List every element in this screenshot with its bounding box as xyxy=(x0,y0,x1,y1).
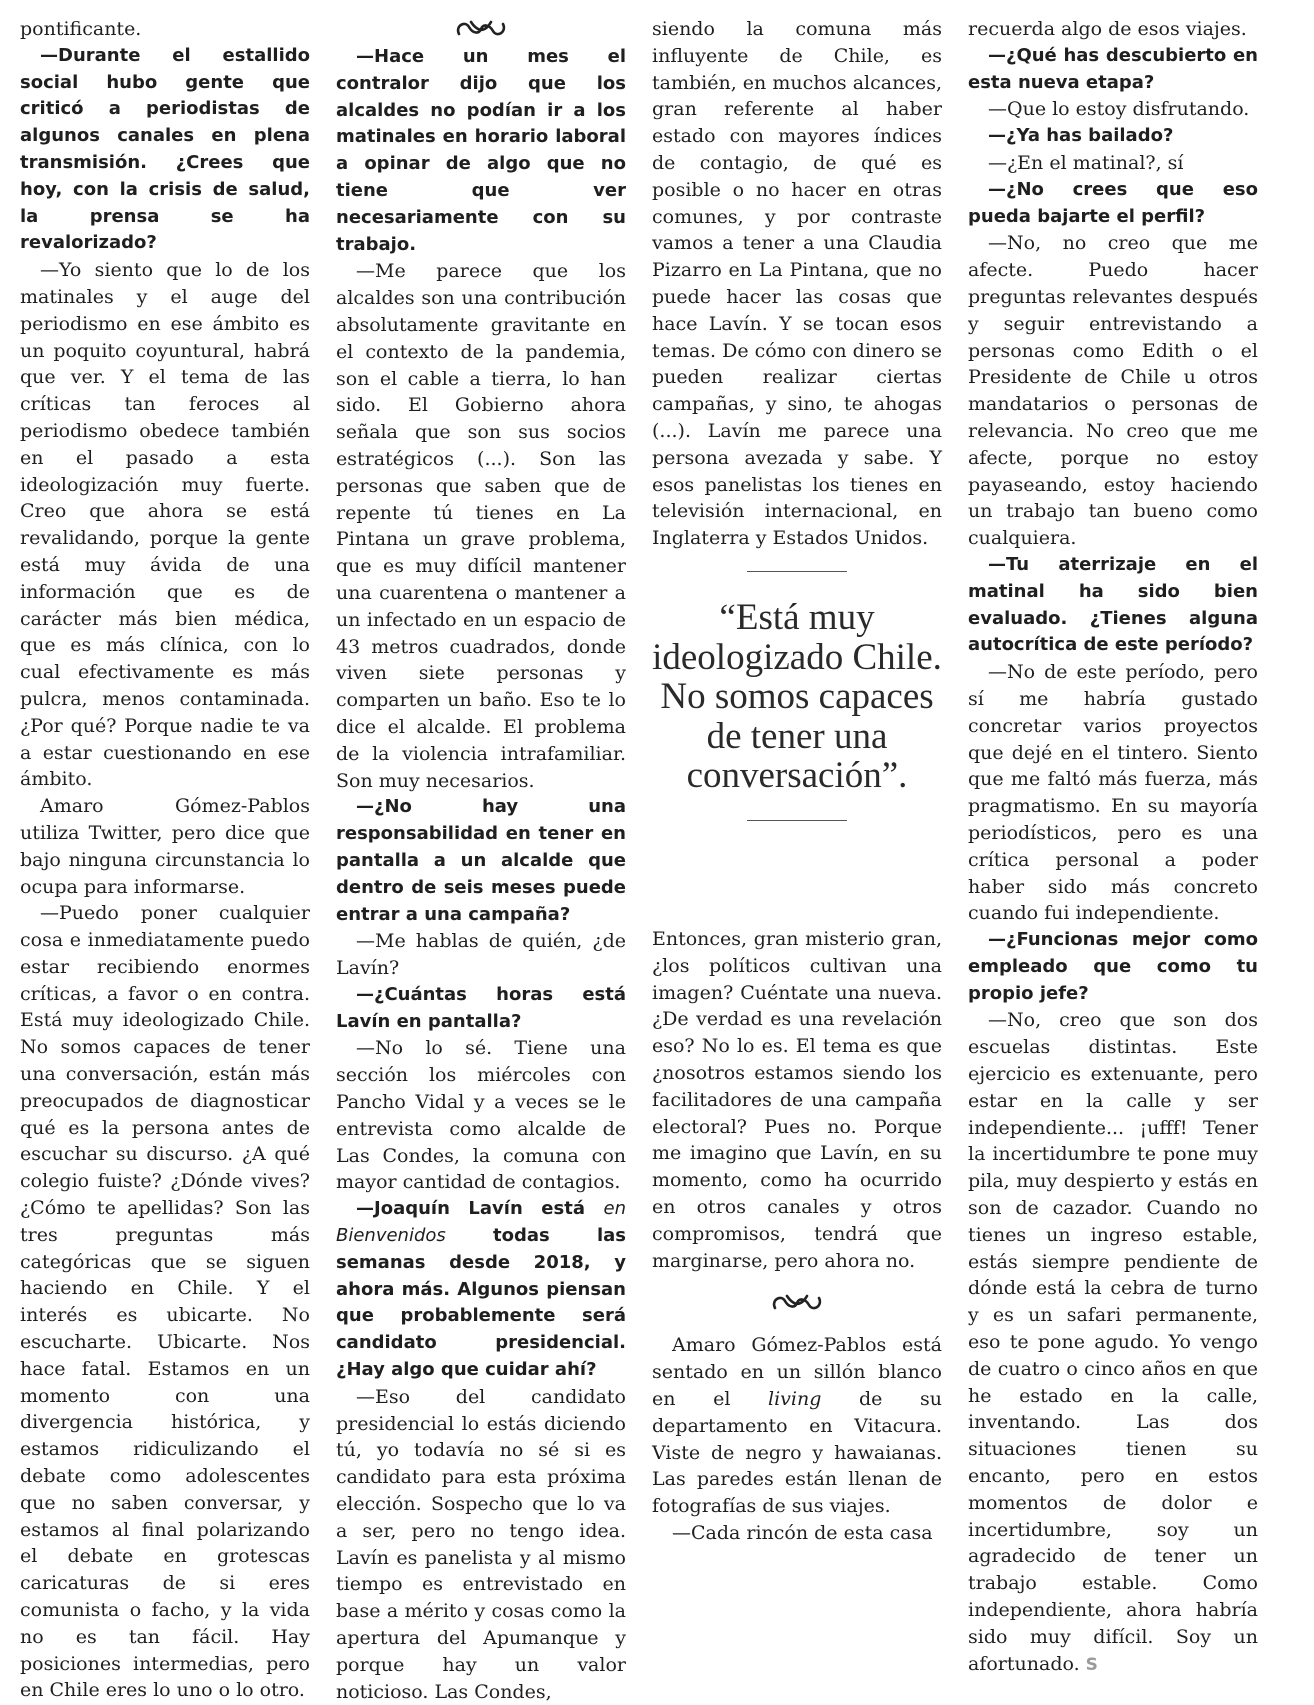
body-paragraph: —Puedo poner cualquier cosa e inmediatamente puedo estar recibiendo enormes críticas, a favor o en contra. Está muy ideologizado Chile. No somos capaces de tener una conversación, están más preocupados de diagnosticar qué es la persona antes de escuchar su discurso. ¿A qué colegio fuiste? ¿Dónde vives? ¿Cómo te apellidas? Son las tres preguntas más categóricas que se siguen haciendo en Chile. Y el interés es ubicarte. No escucharte. Ubicarte. Nos hace fatal. Estamos en un momento con una divergencia histórica, y estamos ridiculizando el debate como adolescentes que no saben conversar, y estamos al final polarizando el debate en grotescas caricaturas de si eres comunista o facho, y la vida no es tan fácil. Hay posiciones intermedias, pero en Chile eres lo uno o lo otro. xyxy=(20,902,310,1702)
body-paragraph: recuerda algo de esos viajes. xyxy=(968,18,1247,40)
ornament-icon xyxy=(453,18,509,40)
column-2 xyxy=(336,16,626,1705)
body-paragraph: Amaro Gómez-Pablos está sentado en un sillón blanco en el living de su departamento en Vitacura. Viste de negro y hawaianas. Las paredes están llenan de fotografías de sus viajes. xyxy=(652,1334,942,1518)
body-paragraph: —No, no creo que me afecte. Puedo hacer preguntas relevantes después y seguir entrevistando a personas como Edith o el Presidente de Chile u otros mandatarios o personas de relevancia. No creo que me afecte, porque no estoy payaseando, estoy haciendo un trabajo tan bueno como cualquiera. xyxy=(968,232,1258,550)
interview-question: —Tu aterrizaje en el matinal ha sido bien evaluado. ¿Tienes alguna autocrítica de este período? xyxy=(968,553,1258,656)
body-paragraph: —No de este período, pero sí me habría gustado concretar varios proyectos que dejé en el tintero. Siento que me faltó más fuerza, más pragmatismo. En su mayoría periodísticos, pero es una crítica personal a poder haber sido más concreto cuando fui independiente. xyxy=(968,661,1258,925)
body-paragraph: —No, creo que son dos escuelas distintas. Este ejercicio es extenuante, pero estar en la calle y ser independiente... ¡ufff! Tener la incertidumbre te pone muy pila, muy despierto y estás en son de cazador. Cuando no tienes un ingreso estable, estás siempre pendiente de dónde está la cebra de turno y es un safari permanente, eso te pone agudo. Yo vengo de cuatro o cinco años en que he estado en la calle, inventando. Las dos situaciones tienen su encanto, pero en estos momentos de dolor e incertidumbre, soy un agradecido de tener un trabajo estable. Como independiente, ahora habría sido muy difícil. Soy un afortunado. S xyxy=(968,1009,1258,1675)
body-paragraph: —Cada rincón de esta casa xyxy=(672,1521,933,1544)
column-3 xyxy=(652,16,942,1544)
body-paragraph: —No lo sé. Tiene una sección los miércoles con Pancho Vidal y a veces se le entrevista como alcalde de Las Condes, la comuna con mayor cantidad de contagios. xyxy=(336,1037,626,1194)
interview-question: —¿No hay una responsabilidad en tener en pantalla a un alcalde que dentro de seis meses puede entrar a una campaña? xyxy=(336,796,626,925)
body-paragraph: —Eso del candidato presidencial lo estás diciendo tú, yo todavía no sé si es candidato para esta próxima elección. Sospecho que lo va a ser, pero no tengo idea. Lavín es panelista y al mismo tiempo es entrevistado en base a mérito y cosas como la apertura del Apumanque y porque hay un valor noticioso. Las Condes, xyxy=(336,1385,626,1703)
body-paragraph: siendo la comuna más influyente de Chile, es también, en muchos alcances, gran referente al haber estado con mayores índices de contagio, de qué es posible o no hacer en otras comunes, y por contraste vamos a tener a una Claudia Pizarro en La Pintana, que no puede hacer las cosas que hace Lavín. Y se tocan esos temas. De cómo con dinero se pueden realizar ciertas campañas, y sino, te ahogas (...). Lavín me parece una persona avezada y sabe. Y esos panelistas los tienes en televisión internacional, en Inglaterra y Estados Unidos. xyxy=(652,18,942,550)
interview-question: —¿Qué has descubierto en esta nueva etapa? xyxy=(968,44,1258,93)
interview-question: —¿Ya has bailado? xyxy=(988,125,1174,147)
body-paragraph: —Que lo estoy disfrutando. xyxy=(988,98,1250,121)
body-paragraph: —Me parece que los alcaldes son una contribución absolutamente gravitante en el contexto de la pandemia, son el cable a tierra, lo han sido. El Gobierno ahora señala que son sus socios estratégicos (...). Son las personas que saben que de repente tú tienes en La Pintana un grave problema, que es muy difícil mantener una cuarentena o mantener a un infectado en un espacio de 43 metros cuadrados, donde viven siete personas y comparten un baño. Eso te lo dice el alcalde. El problema de la violencia intrafamiliar. Son muy necesarios. xyxy=(336,260,626,792)
interview-question: —¿Funcionas mejor como empleado que como tu propio jefe? xyxy=(968,929,1258,1004)
pull-quote-rule-bottom xyxy=(747,820,847,821)
interview-question: —¿No crees que eso pueda bajarte el perfil? xyxy=(968,178,1258,227)
interview-question: —¿Cuántas horas está Lavín en pantalla? xyxy=(336,983,626,1032)
body-paragraph: —Yo siento que lo de los matinales y el auge del periodismo en ese ámbito es un poquito coyuntural, habrá que ver. Y el tema de las críticas tan feroces al periodismo obedece también en el pasado a esta ideologización muy fuerte. Creo que ahora se está revalidando, porque la gente está muy ávida de una información que es de carácter más bien médica, que es más clínica, con lo cual efectivamente es más pulcra, menos contaminada. ¿Por qué? Porque nadie te va a estar cuestionando en ese ámbito. xyxy=(20,259,310,791)
end-mark: S xyxy=(1085,1654,1098,1675)
column-4 xyxy=(968,16,1258,1678)
pull-quote xyxy=(652,571,942,821)
column-1 xyxy=(20,16,310,1704)
body-paragraph: pontificante. xyxy=(20,18,142,40)
pull-quote-text: “Está muy ideologizado Chile. No somos capaces de tener una conversación”. xyxy=(652,597,942,796)
body-paragraph: Amaro Gómez-Pablos utiliza Twitter, pero dice que bajo ninguna circunstancia lo ocupa para informarse. xyxy=(20,795,310,898)
interview-question: —Joaquín Lavín está en Bienvenidos todas las semanas desde 2018, y ahora más. Algunos piensan que probablemente será candidato presidencial. ¿Hay algo que cuidar ahí? xyxy=(336,1198,626,1381)
body-paragraph: —Me hablas de quién, ¿de Lavín? xyxy=(336,930,626,980)
interview-question: —Hace un mes el contralor dijo que los alcaldes no podían ir a los matinales en horario laboral a opinar de algo que no tiene que ver necesariamente con su trabajo. xyxy=(336,46,626,255)
body-paragraph: Entonces, gran misterio gran, ¿los políticos cultivan una imagen? Cuéntate una nueva. ¿De verdad es una revelación eso? No lo es. El tema es que ¿nosotros estamos siendo los facilitadores de una campaña electoral? Pues no. Porque me imagino que Lavín, en su momento, como ha ocurrido en otros canales y otros compromisos, tendrá que marginarse, pero ahora no. xyxy=(652,928,942,1272)
interview-question: —Durante el estallido social hubo gente que criticó a periodistas de algunos canales en plena transmisión. ¿Crees que hoy, con la crisis de salud, la prensa se ha revalorizado? xyxy=(20,44,310,254)
body-paragraph: —¿En el matinal?, sí xyxy=(988,151,1184,174)
ornament-icon xyxy=(769,1292,825,1314)
